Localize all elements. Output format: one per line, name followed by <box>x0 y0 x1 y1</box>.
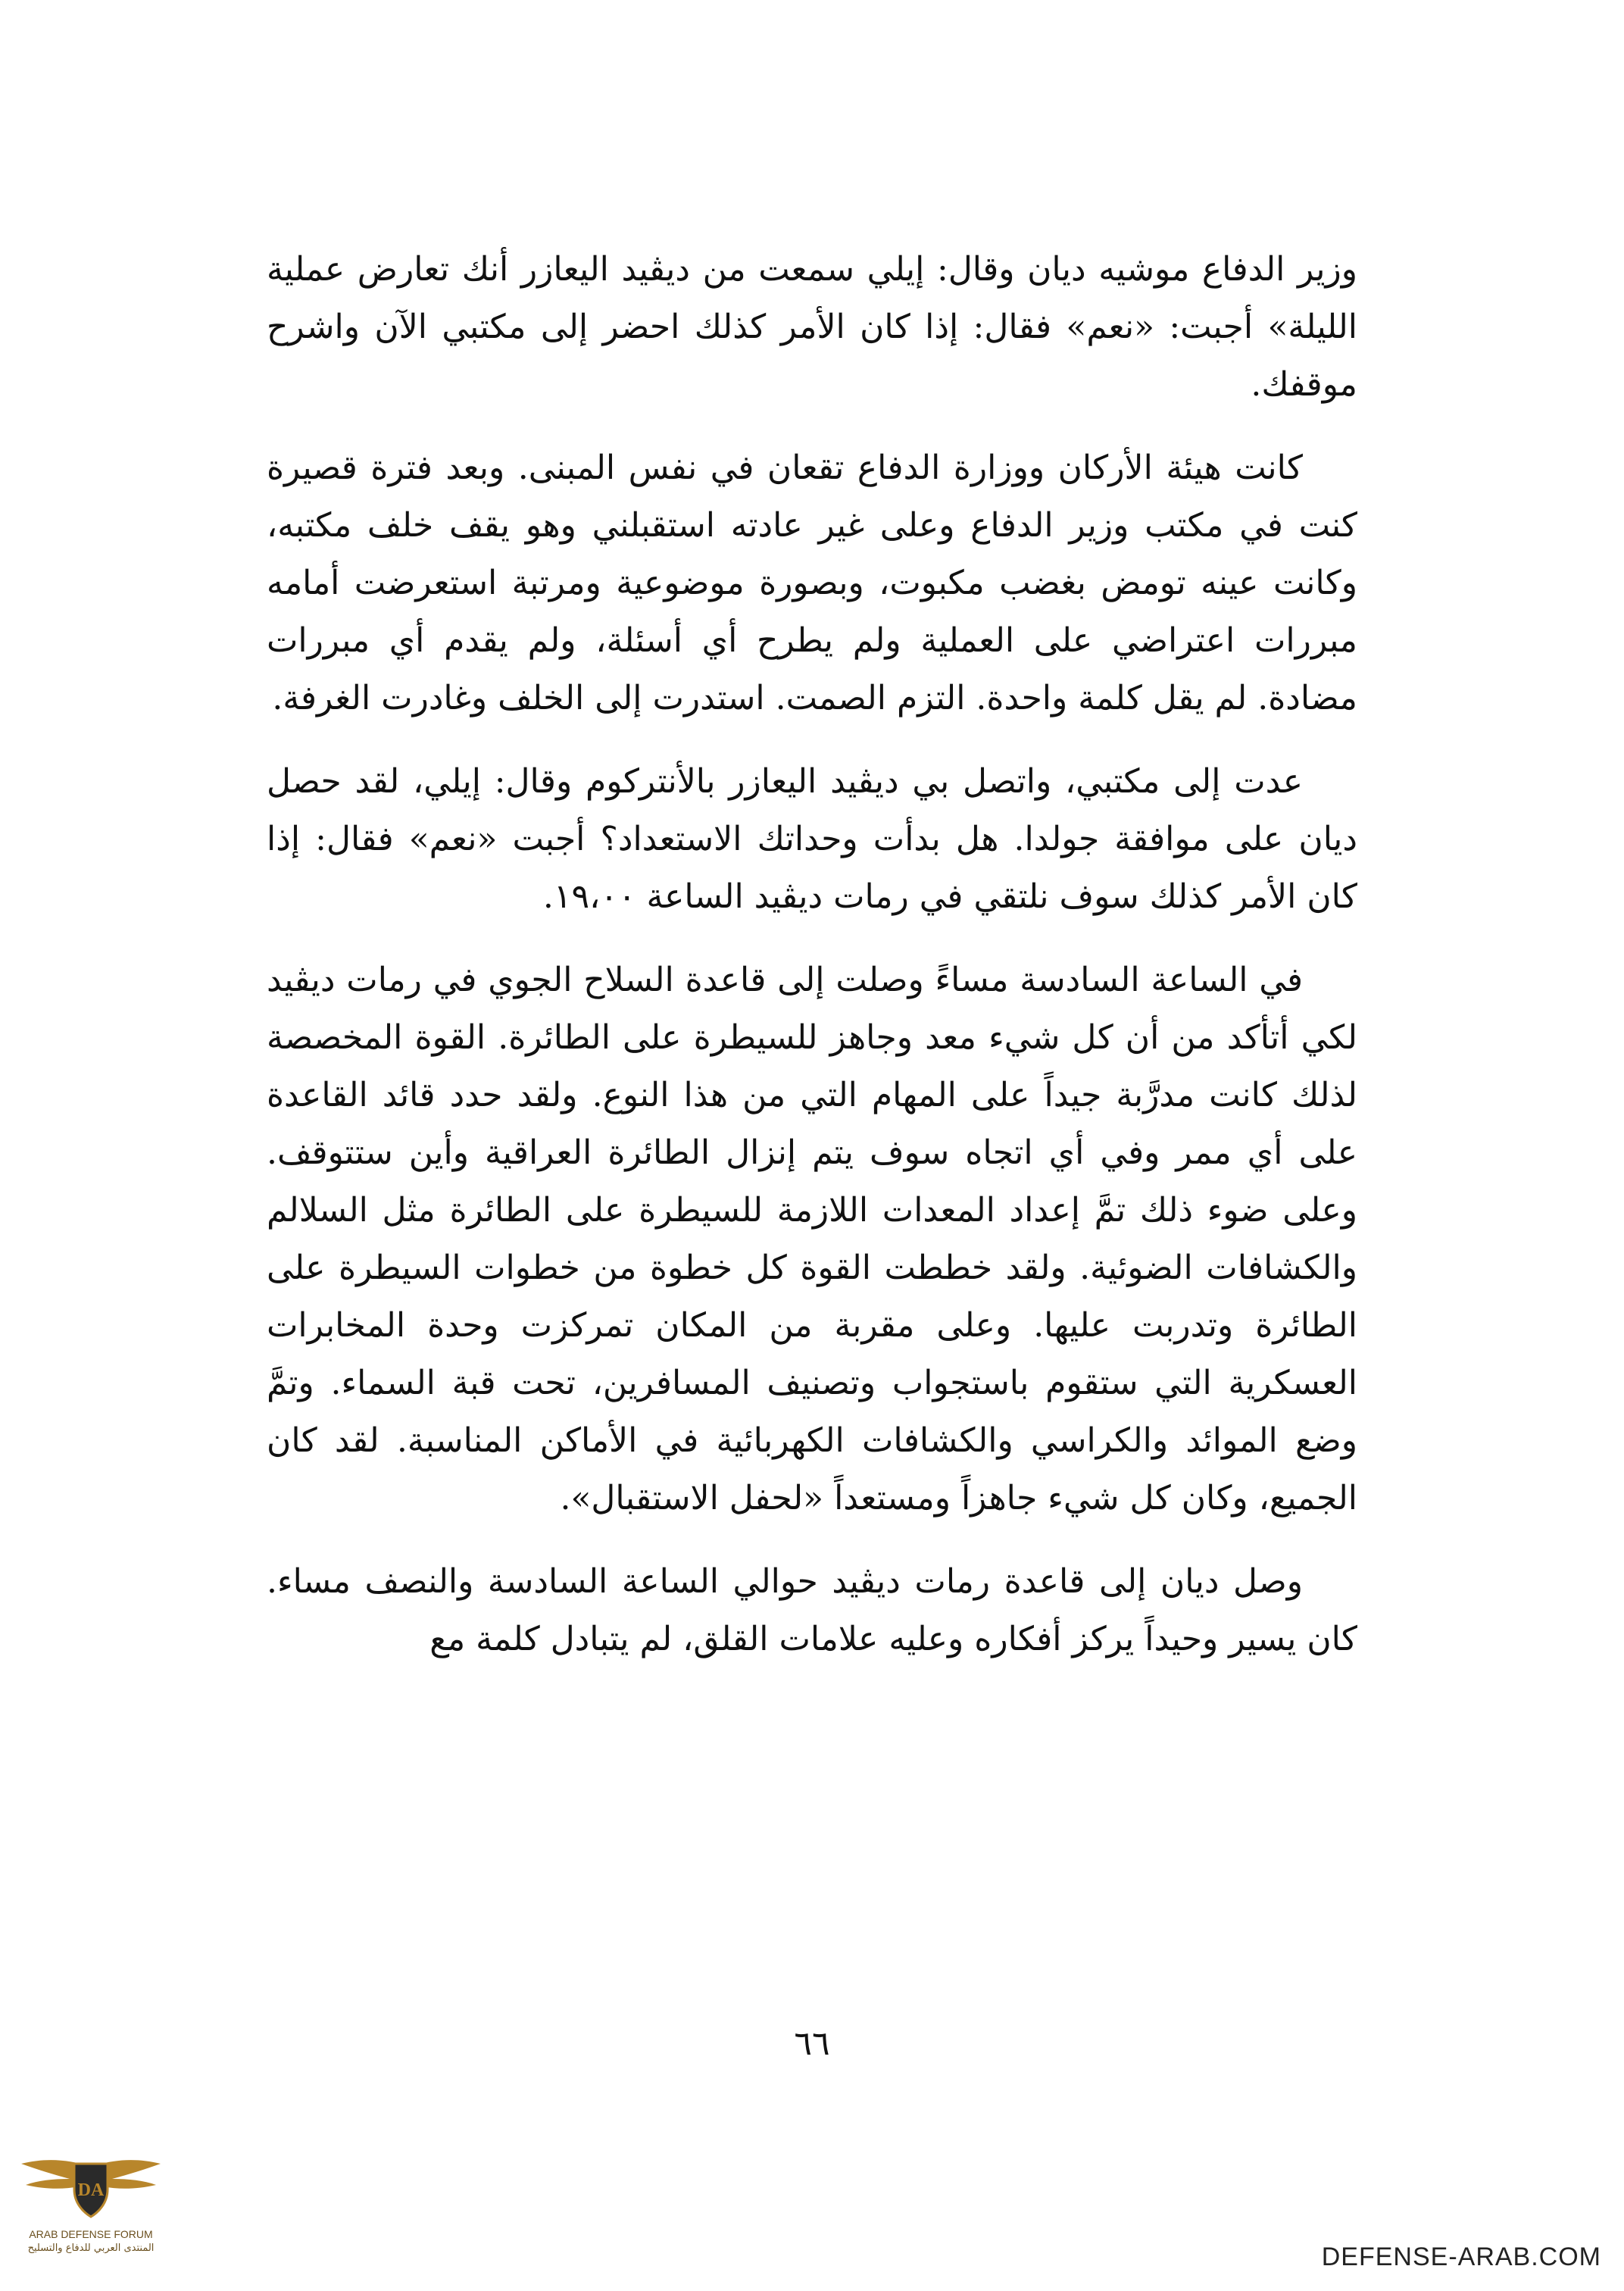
page-number: ٦٦ <box>794 2024 830 2063</box>
paragraph-continuation: وزير الدفاع موشيه ديان وقال: إيلي سمعت من ديڤيد اليعازر أنك تعارض عملية الليلة» أجبت: «نعم» فقال: إذا كان الأمر كذلك احضر إلى مكتبي الآن واشرح موقفك. <box>267 250 1357 404</box>
body-text <box>267 241 1357 1694</box>
paragraph: في الساعة السادسة مساءً وصلت إلى قاعدة السلاح الجوي في رمات ديڤيد لكي أتأكد من أن كل شيء معد وجاهز للسيطرة على الطائرة. القوة المخصصة لذلك كانت مدرَّبة جيداً على المهام التي من هذا النوع. ولقد حدد قائد القاعدة على أي ممر وفي أي اتجاه سوف يتم إنزال الطائرة العراقية وأين ستتوقف. وعلى ضوء ذلك تمَّ إعداد المعدات اللازمة للسيطرة على الطائرة مثل السلالم والكشافات الضوئية. ولقد خططت القوة كل خطوة من خطوات السيطرة على الطائرة وتدربت عليها. وعلى مقربة من المكان تمركزت وحدة المخابرات العسكرية التي ستقوم باستجواب وتصنيف المسافرين، تحت قبة السماء. وتمَّ وضع الموائد والكراسي والكشافات الكهربائية في الأماكن المناسبة. لقد كان الجميع، وكان كل شيء جاهزاً ومستعداً «لحفل الاستقبال». <box>267 961 1357 1517</box>
site-watermark: DEFENSE-ARAB.COM <box>1321 2243 1601 2271</box>
paragraph: عدت إلى مكتبي، واتصل بي ديڤيد اليعازر بالأنتركوم وقال: إيلي، لقد حصل ديان على موافقة جولدا. هل بدأت وحداتك الاستعداد؟ أجبت «نعم» فقال: إذا كان الأمر كذلك سوف نلتقي في رمات ديڤيد الساعة ١٩،٠٠. <box>267 762 1357 916</box>
forum-logo <box>15 2136 167 2280</box>
logo-caption-en: ARAB DEFENSE FORUM <box>29 2228 153 2240</box>
winged-shield-icon <box>15 2136 167 2227</box>
paragraph: وصل ديان إلى قاعدة رمات ديڤيد حوالي الساعة السادسة والنصف مساء. كان يسير وحيداً يركز أفكاره وعليه علامات القلق، لم يتبادل كلمة مع <box>267 1562 1357 1658</box>
logo-caption-ar: المنتدى العربي للدفاع والتسليح <box>27 2243 155 2254</box>
paragraph: كانت هيئة الأركان ووزارة الدفاع تقعان في نفس المبنى. وبعد فترة قصيرة كنت في مكتب وزير الدفاع وعلى غير عادته استقبلني وهو يقف خلف مكتبه، وكانت عينه تومض بغضب مكبوت، وبصورة موضوعية ومرتبة استعرضت أمامه مبررات اعتراضي على العملية ولم يطرح أي أسئلة، ولم يقدم أي مبررات مضادة. لم يقل كلمة واحدة. التزم الصمت. استدرت إلى الخلف وغادرت الغرفة. <box>267 449 1357 717</box>
logo-initials: DA <box>77 2180 105 2200</box>
